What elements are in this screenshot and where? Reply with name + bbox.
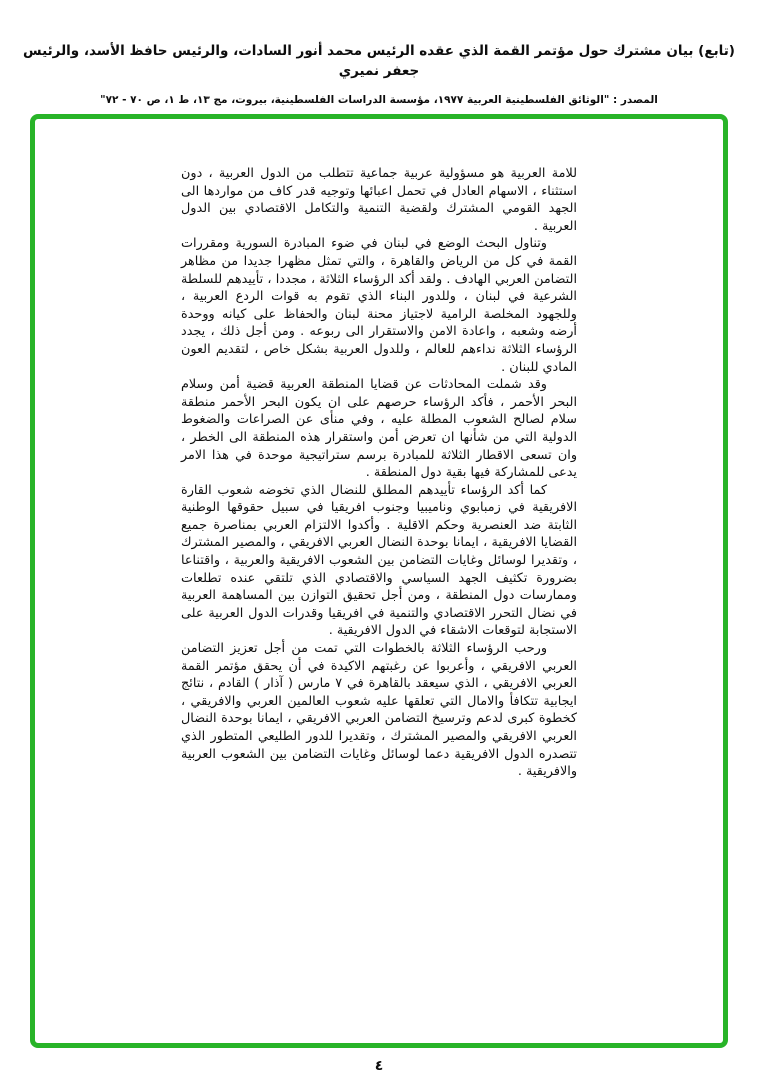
body-paragraph: ورحب الرؤساء الثلاثة بالخطوات التي تمت من أجل تعزيز التضامن العربي الافريقي ، وأعربوا عن رغبتهم الاكيدة في أن يحقق مؤتمر القمة العربي الافريقي ، الذي سيعقد بالقاهرة في ٧ مارس ( آذار ) القادم ، نتائج ايجابية تتكافأ والامال التي تعلقها عليه شعوب العالمين العربي والافريقي ، كخطوة كبرى لدعم وترسيخ التضامن العربي الافريقي ، ايمانا بوحدة النضال العربي الافريقي والمصير المشترك ، وتقديرا للدور الطليعي المتطور الذي تتصدره الدول الافريقية دعما لوسائل وغايات التضامن بين الشعوب العربية والافريقية . <box>181 641 577 780</box>
body-paragraph: للامة العربية هو مسؤولية عربية جماعية تتطلب من الدول العربية ، دون استثناء ، الاسهام العادل في تحمل اعبائها وتوجيه قدر كاف من مواردها الى الجهد القومي المشترك ولقضية التنمية والتكامل الاقتصادي بين الدول العربية . <box>181 166 577 234</box>
body-paragraph: وقد شملت المحادثات عن قضايا المنطقة العربية قضية أمن وسلام البحر الأحمر ، فأكد الرؤساء حرصهم على ان يكون البحر الأحمر منطقة سلام لصالح الشعوب المطلة عليه ، وفي منأى عن الصراعات والضغوط الدولية التي من شأنها ان تعرض أمن واستقرار هذه المنطقة الى الخطر ، وان تسعى الاقطار الثلاثة للمبادرة برسم ستراتيجية موحدة في هذا الامر يدعى للمشاركة فيها بقية دول المنطقة . <box>181 377 577 481</box>
green-border-frame <box>30 114 728 1048</box>
document-body <box>181 165 577 781</box>
page-number: ٤ <box>374 1058 384 1074</box>
body-paragraph: كما أكد الرؤساء تأييدهم المطلق للنضال الذي تخوضه شعوب القارة الافريقية في زمبابوي وناميبيا وجنوب افريقيا في سبيل حقوقها الوطنية الثابتة ضد العنصرية وحكم الاقلية . وأكدوا الالتزام العربي بمناصرة جميع القضايا الافريقية ، ايمانا بوحدة النضال العربي الافريقي ، والمصير المشترك ، وتقديرا لوسائل وغايات التضامن بين الشعوب الافريقية والعربية ، واقتناعا بضرورة تكثيف الجهد السياسي والاقتصادي الذي تلتقي عنده تطلعات وممارسات دول المنطقة ، ومن أجل تحقيق التوازن بين المساهمة العربية في نضال التحرر الاقتصادي والتنمية في افريقيا وقدرات الدول العربية على الاستجابة لتوقعات الاشقاء في الدول الافريقية . <box>181 482 577 639</box>
document-title: (تابع) بيان مشترك حول مؤتمر القمة الذي عقده الرئيس محمد أنور السادات، والرئيس حافظ الأسد، والرئيس جعفر نميري <box>23 43 735 79</box>
document-header <box>18 42 740 106</box>
source-citation: المصدر : "الوثائق الفلسطينية العربية ١٩٧٧، مؤسسة الدراسات الفلسطينية، بيروت، مج ١٣، ط ١، ص ٧٠ - ٧٢" <box>100 94 658 107</box>
body-paragraph: وتناول البحث الوضع في لبنان في ضوء المبادرة السورية ومقررات القمة في كل من الرياض والقاهرة ، والتي تمثل مظهرا جديدا من مظاهر التضامن العربي الهادف . ولقد أكد الرؤساء الثلاثة ، مجددا ، تأييدهم للسلطة الشرعية في لبنان ، وللدور البناء الذي تقوم به قوات الردع العربية ، وللجهود المخلصة الرامية لاجتياز محنة لبنان والحفاظ على كيانه ووحدة أرضه وشعبه ، واعادة الامن والاستقرار الى ربوعه . ومن أجل ذلك ، يجدد الرؤساء الثلاثة نداءهم للعالم ، وللدول العربية بشكل خاص ، لتقديم العون المادي للبنان . <box>181 236 577 375</box>
